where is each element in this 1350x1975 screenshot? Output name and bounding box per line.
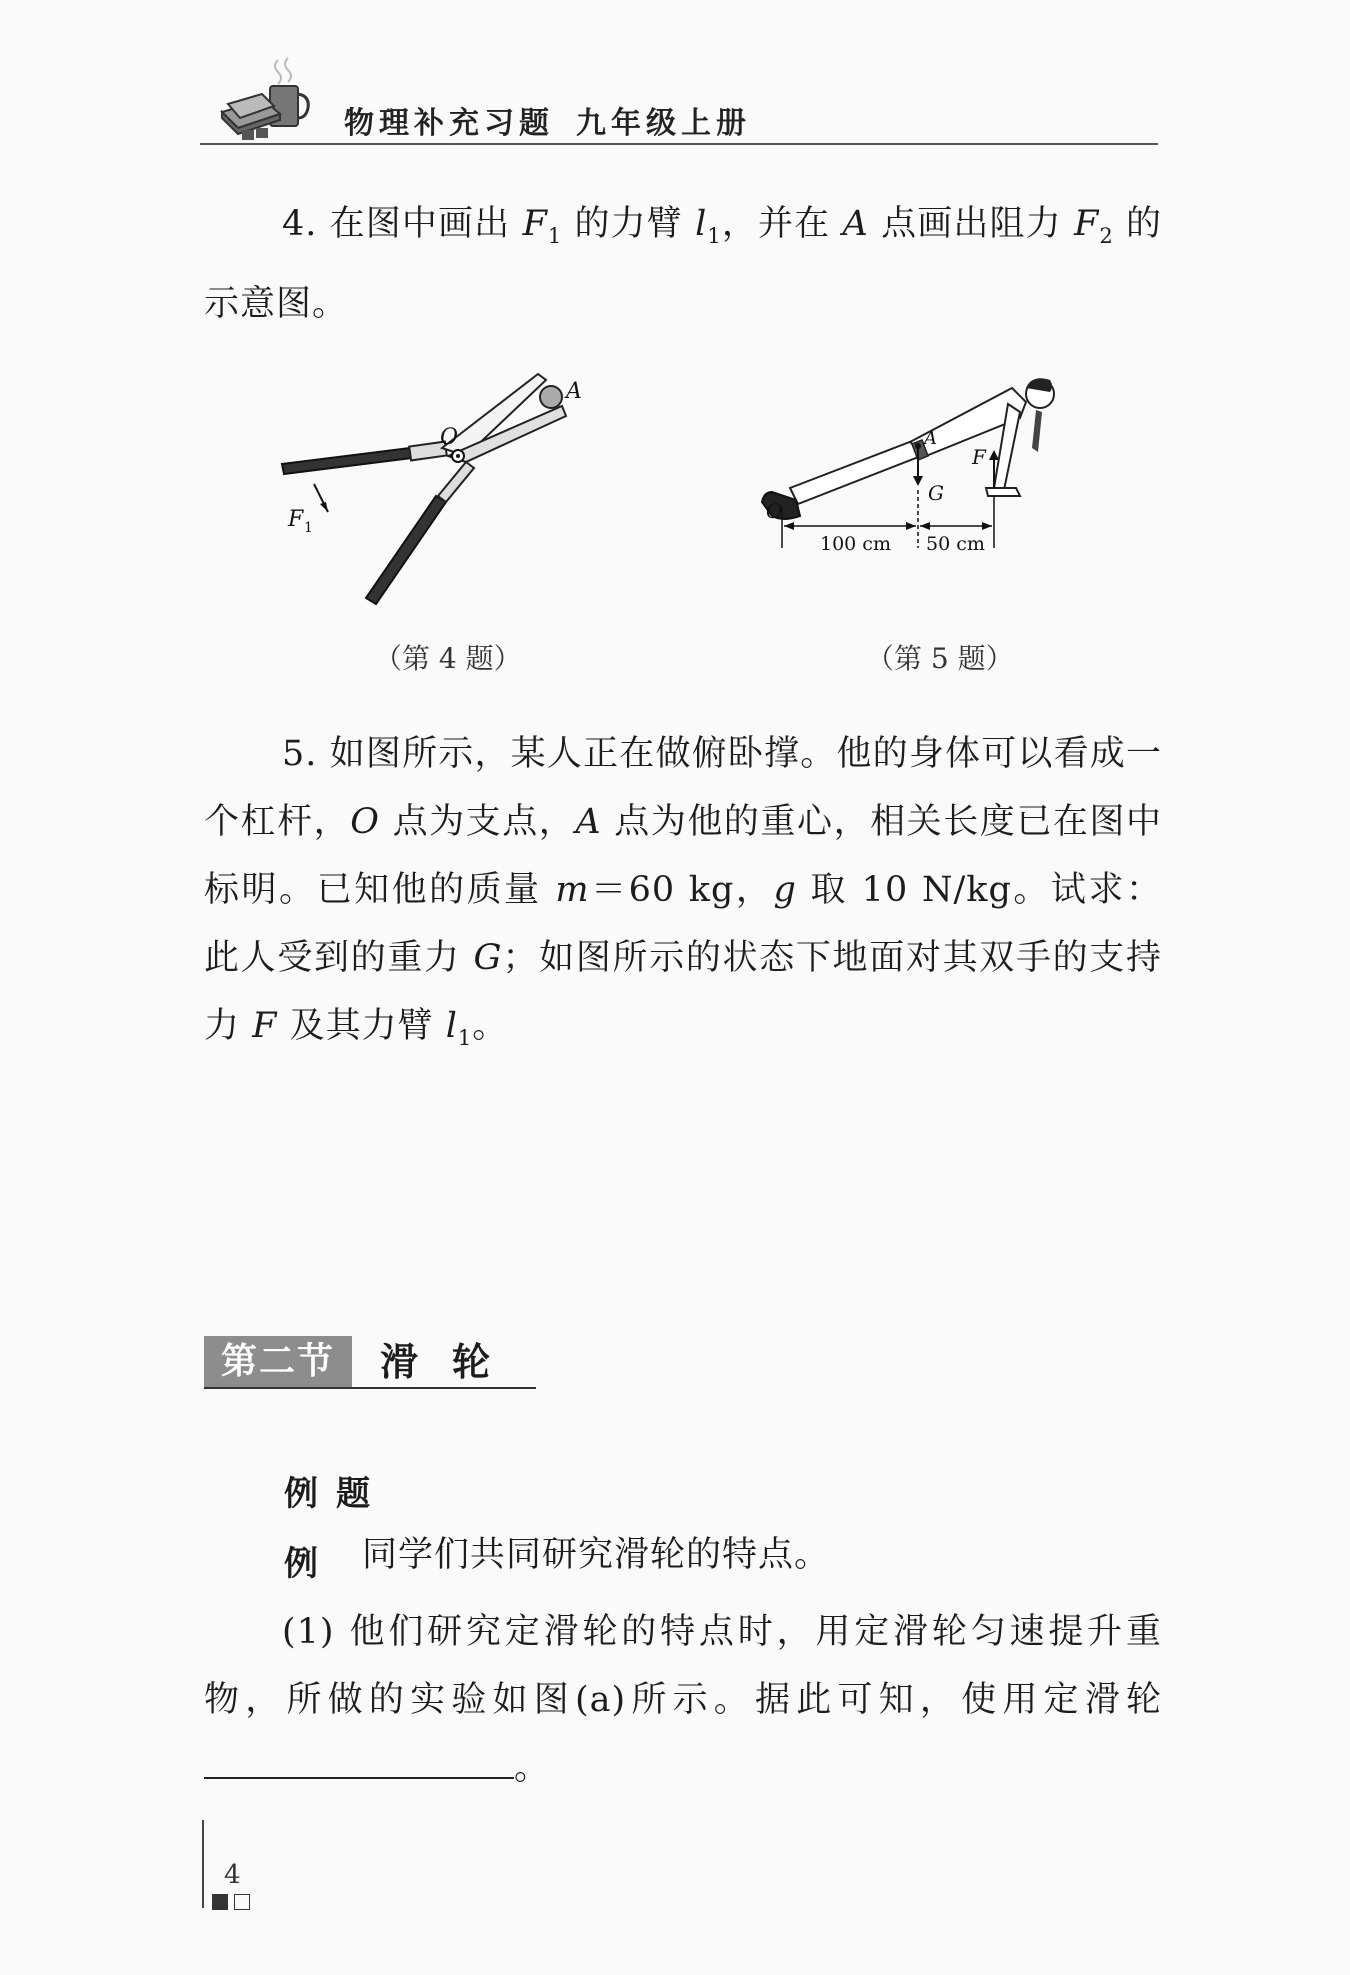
example-intro: 同学们共同研究滑轮的特点。: [362, 1535, 831, 1575]
footer-divider: [202, 1820, 204, 1908]
point-o-label: O: [440, 425, 459, 450]
gravity-g-label: G: [928, 481, 944, 505]
force-f1-label: F: [288, 507, 304, 532]
point-o-label: O: [766, 499, 783, 523]
dimension-100cm: 100 cm: [820, 533, 891, 555]
section-underline: [204, 1387, 536, 1389]
answer-blank[interactable]: [204, 1747, 514, 1779]
section-number-badge: 第二节: [204, 1336, 352, 1388]
filled-square-icon: [212, 1894, 228, 1910]
point-a-label: A: [566, 379, 582, 404]
pushup-diagram: [750, 360, 1110, 620]
point-a-label: A: [924, 428, 937, 449]
header-divider: [200, 143, 1158, 145]
shears-diagram: [270, 360, 620, 620]
page-number: 4: [224, 1860, 241, 1890]
figure-4-caption: （第 4 题）: [374, 642, 522, 675]
figure-5-caption: （第 5 题）: [866, 642, 1014, 675]
book-title: 物理补充习题: [344, 106, 554, 141]
force-f-label: F: [972, 445, 986, 469]
section-title: 滑轮: [380, 1340, 525, 1384]
example-label: 例: [284, 1544, 318, 1584]
dimension-50cm: 50 cm: [926, 533, 985, 555]
example-heading: 例题: [284, 1474, 388, 1514]
book-volume: 九年级上册: [576, 106, 751, 141]
example-part-1: (1) 他们研究定滑轮的特点时，用定滑轮匀速提升重物，所做的实验如图(a)所示。据此可知，使用定滑轮。: [204, 1612, 1162, 1788]
question-5-text: 5. 如图所示，某人正在做俯卧撑。他的身体可以看成一个杠杆，O 点为支点，A 点为他的重心，相关长度已在图中标明。已知他的质量 m＝60 kg，g 取 10 N/kg。试求：此人受到的重力 G；如图所示的状态下地面对其双手的支持力 F 及其力臂 $l_1$。: [204, 734, 1162, 1050]
force-f1-subscript: 1: [304, 520, 313, 536]
question-4-text: 4. 在图中画出 $F_1$ 的力臂 $l_1$，并在 A 点画出阻力 $F_2$ 的示意图。: [204, 204, 1162, 324]
empty-square-icon: [234, 1894, 250, 1910]
books-and-mug-icon: [218, 52, 322, 144]
